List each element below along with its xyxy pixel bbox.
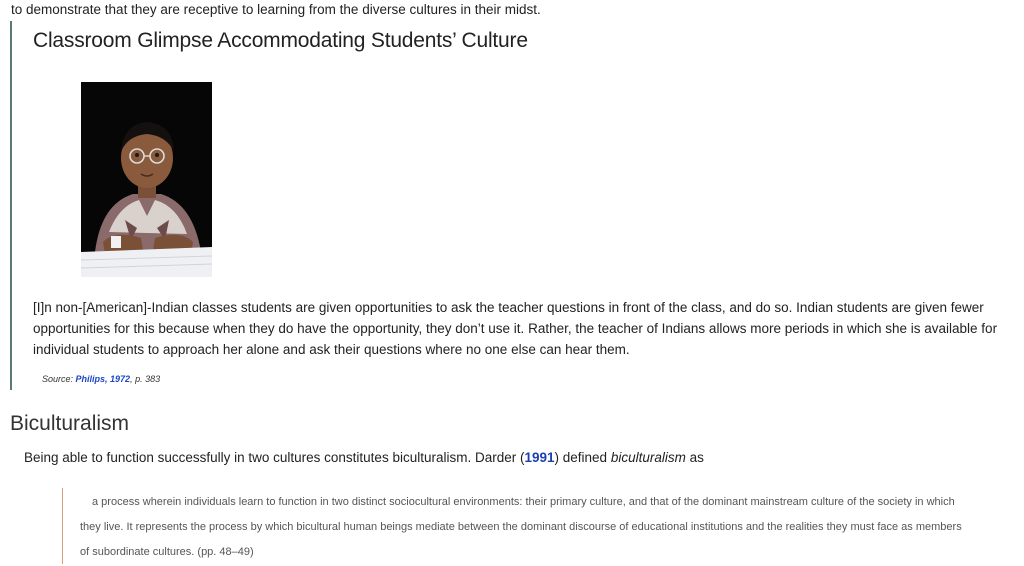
blockquote-text: a process wherein individuals learn to function in two distinct sociocultural environments: their primary culture, and that of the dominant mainstream culture of the society in which they live. It represents the process by which bicultural human beings mediate between the dominant discourse of educational institutions and the realities they must face as members of subordinate cultures. (pp. 48–49) <box>80 496 962 558</box>
darder-blockquote <box>62 488 973 564</box>
classroom-glimpse-box <box>10 21 1012 390</box>
darder-year-link[interactable]: 1991 <box>524 450 555 465</box>
student-photo <box>81 82 212 277</box>
para-term: biculturalism <box>610 450 686 465</box>
section-heading: Biculturalism <box>10 412 130 435</box>
box-title: Classroom Glimpse Accommodating Students’ Culture <box>33 29 528 52</box>
source-suffix: , p. 383 <box>130 374 161 384</box>
source-prefix: Source: <box>42 374 76 384</box>
para-text-middle: ) defined <box>554 450 611 465</box>
source-reference-link[interactable]: Philips, 1972 <box>75 374 131 384</box>
para-text-before: Being able to function successfully in two cultures constitutes biculturalism. Darder ( <box>24 450 525 465</box>
student-illustration <box>81 82 212 277</box>
biculturalism-paragraph <box>24 450 704 465</box>
para-text-after: as <box>685 450 704 465</box>
intro-text: to demonstrate that they are receptive to learning from the diverse cultures in their midst. <box>11 2 541 17</box>
source-citation <box>42 374 160 384</box>
glimpse-quote: [I]n non-[American]-Indian classes students are given opportunities to ask the teacher questions in front of the class, and do so. Indian students are given fewer opportunities for this because when they do have the opportunity, they don’t use it. Rather, the teacher of Indians allows more periods in which she is available for individual students to approach her alone and ask their questions where no one else can hear them. <box>33 300 998 357</box>
